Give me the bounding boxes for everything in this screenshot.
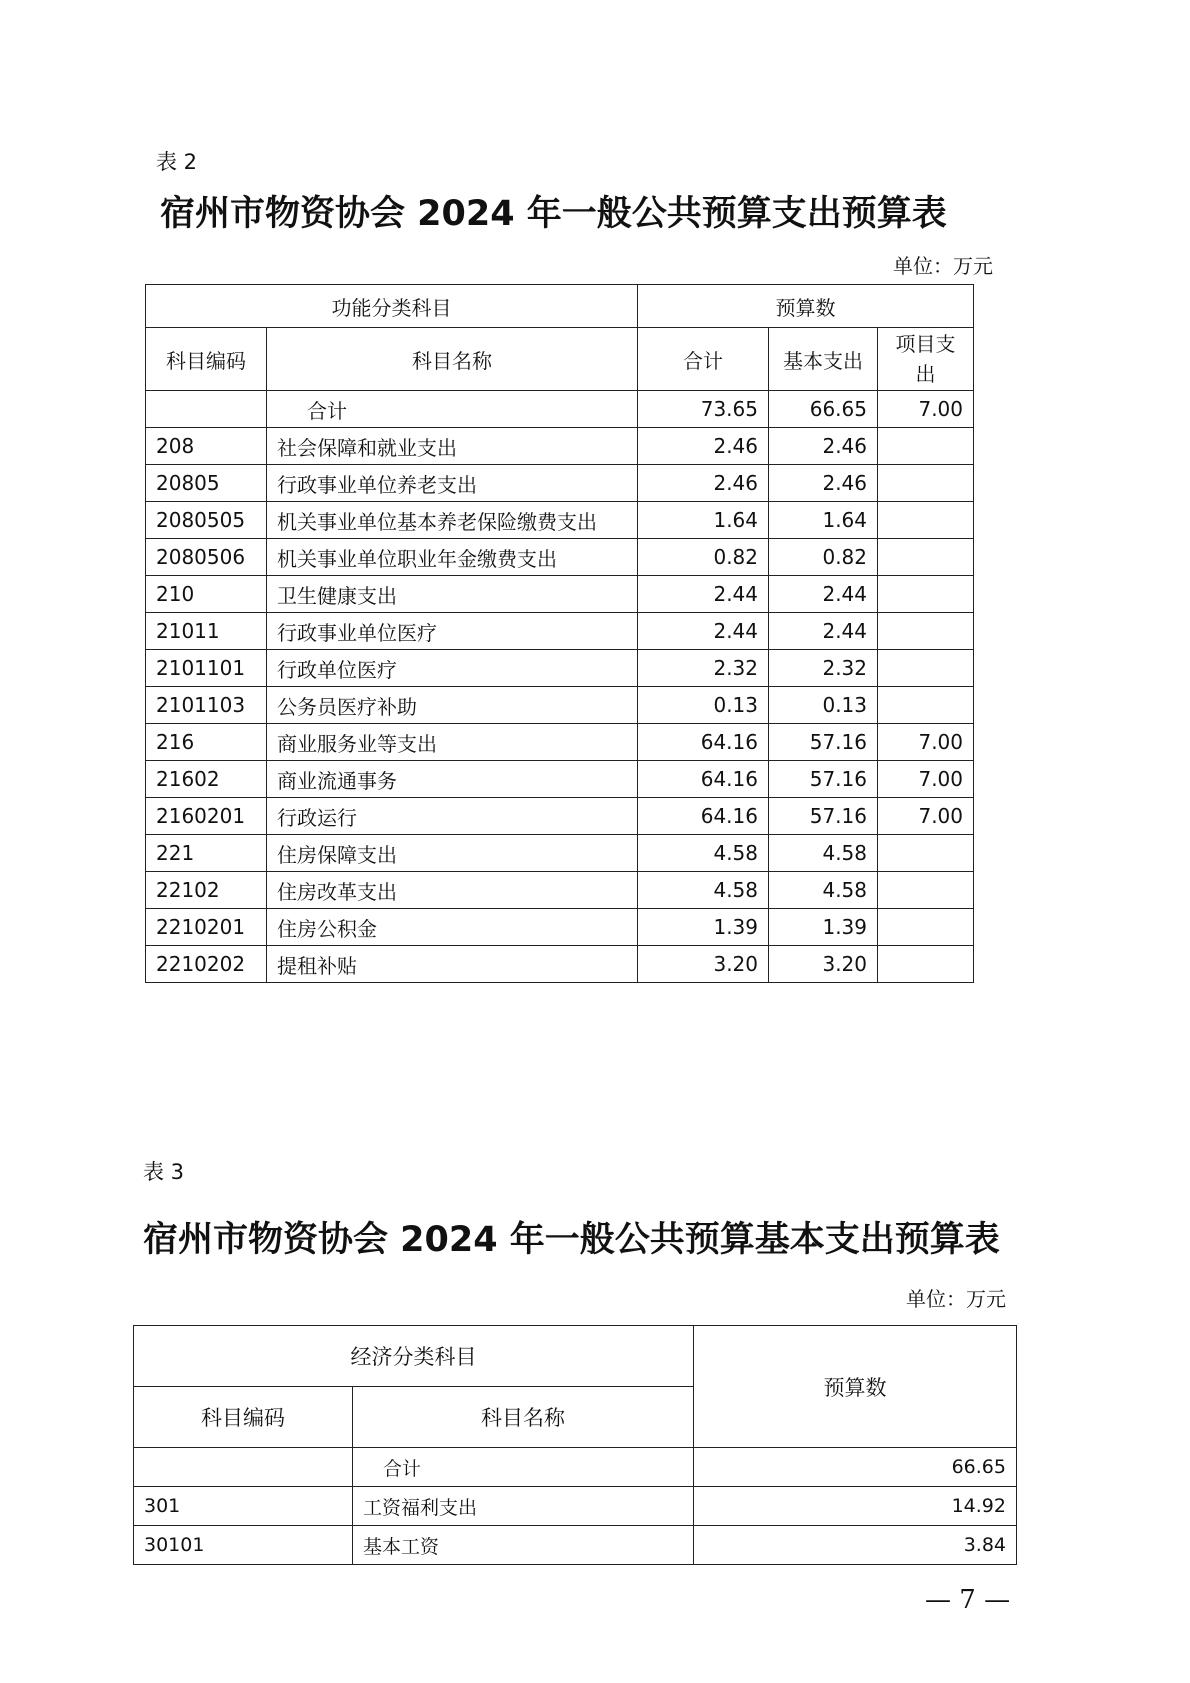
table2-cell-code: 2080505 <box>146 502 267 539</box>
table2-cell-project <box>878 465 974 502</box>
table3 <box>133 1325 1017 1565</box>
page-number: — 7 — <box>925 1585 1011 1615</box>
table2-cell-name: 住房保障支出 <box>267 835 638 872</box>
table2-row <box>146 872 974 909</box>
table2-cell-name: 提租补贴 <box>267 946 638 983</box>
table2-cell-project <box>878 946 974 983</box>
table3-cell-name: 合计 <box>353 1448 694 1487</box>
table2-cell-total: 2.44 <box>638 576 769 613</box>
table2-total-row <box>146 391 974 428</box>
table2-cell-total: 0.13 <box>638 687 769 724</box>
table2-row <box>146 539 974 576</box>
table2-cell-basic: 4.58 <box>769 872 878 909</box>
table2-cell-name: 行政运行 <box>267 798 638 835</box>
table2-cell-total: 0.82 <box>638 539 769 576</box>
table3-cell-amount: 66.65 <box>694 1448 1017 1487</box>
table2-cell-basic: 2.32 <box>769 650 878 687</box>
table2-row <box>146 576 974 613</box>
table2-unit: 单位：万元 <box>893 254 993 278</box>
table2-cell-basic: 2.46 <box>769 428 878 465</box>
table3-row <box>134 1487 1017 1526</box>
table2-cell-project <box>878 872 974 909</box>
table2-cell-total: 1.39 <box>638 909 769 946</box>
table3-cell-name: 基本工资 <box>353 1526 694 1565</box>
table2-cell-code: 2080506 <box>146 539 267 576</box>
table3-cell-amount: 3.84 <box>694 1526 1017 1565</box>
table2-cell-project: 7.00 <box>878 761 974 798</box>
table2-cell-name: 机关事业单位职业年金缴费支出 <box>267 539 638 576</box>
table2-cell-project <box>878 687 974 724</box>
table2-cell-name: 住房改革支出 <box>267 872 638 909</box>
table2-cell-total: 2.46 <box>638 428 769 465</box>
table3-group-economic: 经济分类科目 <box>134 1326 694 1387</box>
table2-cell-name: 机关事业单位基本养老保险缴费支出 <box>267 502 638 539</box>
table2-row <box>146 835 974 872</box>
table2-row <box>146 798 974 835</box>
table2-group-header-row <box>146 285 974 328</box>
table2-row <box>146 613 974 650</box>
table2-cell-basic: 1.39 <box>769 909 878 946</box>
table3-unit: 单位：万元 <box>906 1287 1006 1311</box>
table2-cell-code: 2210201 <box>146 909 267 946</box>
table2-cell-project <box>878 909 974 946</box>
table2-label: 表 2 <box>156 150 198 174</box>
table2-cell-total: 3.20 <box>638 946 769 983</box>
table2-cell-name: 合计 <box>267 391 638 428</box>
table2-cell-basic: 0.13 <box>769 687 878 724</box>
table2-cell-basic: 1.64 <box>769 502 878 539</box>
table3-title: 宿州市物资协会 2024 年一般公共预算基本支出预算表 <box>143 1220 1000 1260</box>
table2-cell-code: 20805 <box>146 465 267 502</box>
table2-cell-code: 216 <box>146 724 267 761</box>
table2-cell-basic: 0.82 <box>769 539 878 576</box>
table2-cell-code: 21602 <box>146 761 267 798</box>
table2-cell-code: 2210202 <box>146 946 267 983</box>
table2-row <box>146 650 974 687</box>
table3-cell-code: 301 <box>134 1487 353 1526</box>
table2-cell-name: 行政事业单位养老支出 <box>267 465 638 502</box>
table2-row <box>146 761 974 798</box>
table2-header-total: 合计 <box>638 328 769 391</box>
table2-cell-name: 卫生健康支出 <box>267 576 638 613</box>
table2-cell-code: 22102 <box>146 872 267 909</box>
table2-cell-basic: 4.58 <box>769 835 878 872</box>
table2-cell-project <box>878 835 974 872</box>
table2-cell-code: 2101101 <box>146 650 267 687</box>
table2-row <box>146 946 974 983</box>
table2-cell-code: 221 <box>146 835 267 872</box>
table2-cell-total: 2.46 <box>638 465 769 502</box>
table3-header-code: 科目编码 <box>134 1387 353 1448</box>
table2-cell-project: 7.00 <box>878 391 974 428</box>
table2-cell-project <box>878 539 974 576</box>
table2-cell-name: 公务员医疗补助 <box>267 687 638 724</box>
table3-cell-code: 30101 <box>134 1526 353 1565</box>
table2-cell-name: 行政单位医疗 <box>267 650 638 687</box>
table3-group-header-row <box>134 1326 1017 1387</box>
table3-cell-name: 工资福利支出 <box>353 1487 694 1526</box>
table3-cell-code <box>134 1448 353 1487</box>
table2-cell-basic: 66.65 <box>769 391 878 428</box>
table2-cell-name: 社会保障和就业支出 <box>267 428 638 465</box>
table3-label: 表 3 <box>143 1160 185 1184</box>
table2-cell-basic: 57.16 <box>769 798 878 835</box>
table2-cell-total: 64.16 <box>638 798 769 835</box>
table2-cell-basic: 2.46 <box>769 465 878 502</box>
table2-row <box>146 465 974 502</box>
table2-header-name: 科目名称 <box>267 328 638 391</box>
table2-header-basic: 基本支出 <box>769 328 878 391</box>
table2-cell-code: 208 <box>146 428 267 465</box>
table3-header-name: 科目名称 <box>353 1387 694 1448</box>
table2-cell-name: 行政事业单位医疗 <box>267 613 638 650</box>
table2-cell-name: 商业服务业等支出 <box>267 724 638 761</box>
table3-row <box>134 1526 1017 1565</box>
table2-cell-total: 2.44 <box>638 613 769 650</box>
table2-cell-basic: 3.20 <box>769 946 878 983</box>
table2-column-header-row <box>146 328 974 391</box>
table2-cell-code: 2101103 <box>146 687 267 724</box>
table2-cell-total: 2.32 <box>638 650 769 687</box>
table2-header-code: 科目编码 <box>146 328 267 391</box>
table2-cell-total: 73.65 <box>638 391 769 428</box>
table2-row <box>146 724 974 761</box>
table2-cell-basic: 57.16 <box>769 724 878 761</box>
table2-row <box>146 909 974 946</box>
table2-row <box>146 428 974 465</box>
table2-cell-total: 1.64 <box>638 502 769 539</box>
table2-title: 宿州市物资协会 2024 年一般公共预算支出预算表 <box>160 194 947 234</box>
table2-cell-project <box>878 613 974 650</box>
table2-row <box>146 502 974 539</box>
table2-group-budget: 预算数 <box>638 285 974 328</box>
table2 <box>145 284 974 983</box>
table2-cell-basic: 2.44 <box>769 576 878 613</box>
table2-cell-total: 64.16 <box>638 724 769 761</box>
table2-cell-name: 商业流通事务 <box>267 761 638 798</box>
table2-cell-project <box>878 428 974 465</box>
table2-cell-code: 210 <box>146 576 267 613</box>
table2-cell-basic: 57.16 <box>769 761 878 798</box>
table2-cell-code: 2160201 <box>146 798 267 835</box>
table2-cell-name: 住房公积金 <box>267 909 638 946</box>
table2-header-project: 项目支出 <box>878 328 974 391</box>
table3-total-row <box>134 1448 1017 1487</box>
table2-cell-code <box>146 391 267 428</box>
table2-cell-project: 7.00 <box>878 798 974 835</box>
table2-cell-project <box>878 502 974 539</box>
table2-cell-project <box>878 576 974 613</box>
table2-cell-total: 4.58 <box>638 872 769 909</box>
table3-header-amount: 预算数 <box>694 1326 1017 1448</box>
table2-cell-code: 21011 <box>146 613 267 650</box>
table2-cell-project: 7.00 <box>878 724 974 761</box>
table2-row <box>146 687 974 724</box>
table2-cell-project <box>878 650 974 687</box>
table2-cell-total: 4.58 <box>638 835 769 872</box>
table3-cell-amount: 14.92 <box>694 1487 1017 1526</box>
table2-cell-basic: 2.44 <box>769 613 878 650</box>
table2-cell-total: 64.16 <box>638 761 769 798</box>
table2-group-functional: 功能分类科目 <box>146 285 638 328</box>
